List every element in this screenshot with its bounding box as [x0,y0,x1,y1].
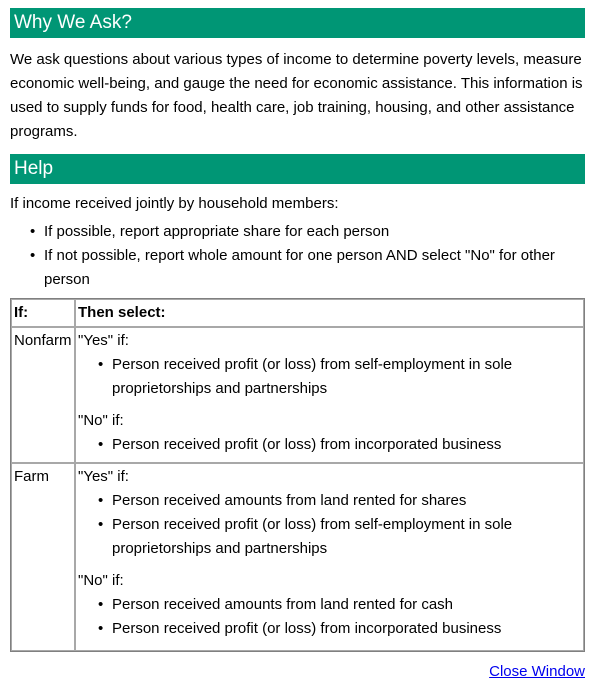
help-bullet: • If possible, report appropriate share for each person [10,220,585,244]
table-row [11,463,584,651]
footer [10,660,585,684]
yes-if-label: "Yes" if: [78,332,129,349]
help-heading: Help [10,154,585,184]
no-if-label: "No" if: [78,412,124,429]
income-type-table [10,298,585,652]
criteria-item: • Person received amounts from land rented for shares [78,489,581,513]
yes-criteria-list [78,489,581,561]
criteria-item: • Person received profit (or loss) from incorporated business [78,433,581,457]
column-header-if: If: [11,299,75,327]
criteria-item: • Person received profit (or loss) from self-employment in sole proprietorships and partnerships [78,353,581,401]
help-intro: If income received jointly by household members: [10,195,339,212]
help-bullet-list [10,220,585,292]
yes-criteria-list [78,353,581,401]
criteria-item: • Person received amounts from land rented for cash [78,593,581,617]
why-we-ask-text: We ask questions about various types of income to determine poverty levels, measure economic well-being, and gauge the need for economic assistance. This information is used to supply funds for food, health care, job training, housing, and other assistance programs. [10,51,583,140]
column-header-then-select: Then select: [75,299,584,327]
no-criteria-list [78,433,581,457]
criteria-item: • Person received profit (or loss) from incorporated business [78,617,581,641]
help-bullet: • If not possible, report whole amount for one person AND select "No" for other person [10,244,585,292]
no-criteria-list [78,593,581,641]
row-instructions-farm [75,463,584,651]
row-instructions-nonfarm [75,327,584,463]
yes-if-label: "Yes" if: [78,468,129,485]
criteria-item: • Person received profit (or loss) from self-employment in sole proprietorships and partnerships [78,513,581,561]
table-header-row [11,299,584,327]
no-if-label: "No" if: [78,572,124,589]
row-label-nonfarm: Nonfarm [11,327,75,463]
row-label-farm: Farm [11,463,75,651]
why-we-ask-heading: Why We Ask? [10,8,585,38]
table-row [11,327,584,463]
close-window-link[interactable]: Close Window [489,663,585,680]
